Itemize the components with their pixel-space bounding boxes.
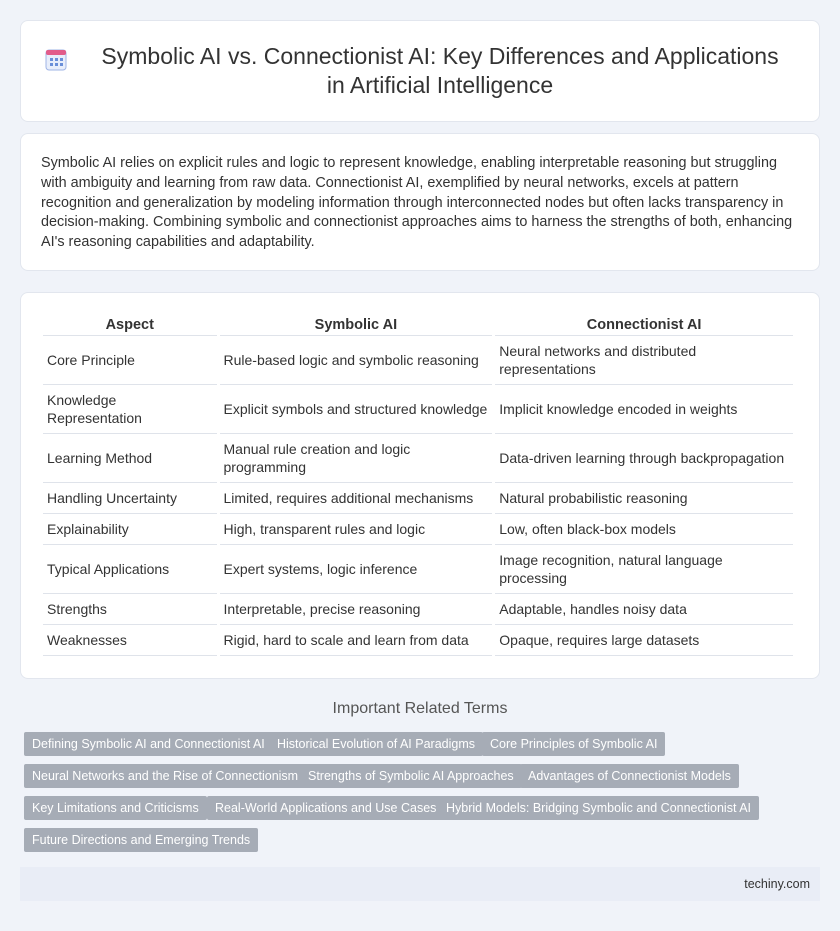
related-term-tag[interactable]: Key Limitations and Criticisms [24, 796, 207, 820]
table-cell: Weaknesses [43, 625, 217, 656]
header-aspect: Aspect [43, 311, 217, 336]
table-cell: Natural probabilistic reasoning [495, 483, 793, 514]
footer [20, 867, 820, 901]
table-cell: Learning Method [43, 434, 217, 483]
related-terms-heading: Important Related Terms [332, 700, 508, 717]
related-term-tag[interactable]: Hybrid Models: Bridging Symbolic and Connectionist AI [438, 796, 759, 820]
footer-site-link[interactable]: techiny.com [744, 877, 810, 891]
table-cell: Limited, requires additional mechanisms [220, 483, 493, 514]
table-cell: Expert systems, logic inference [220, 545, 493, 594]
table-cell: Low, often black-box models [495, 514, 793, 545]
page-title: Symbolic AI vs. Connectionist AI: Key Differences and Applications in Artificial Intelligence [101, 43, 779, 98]
table-row [43, 625, 793, 656]
intro-card [20, 133, 820, 271]
table-cell: Strengths [43, 594, 217, 625]
related-term-tag[interactable]: Defining Symbolic AI and Connectionist AI [24, 732, 273, 756]
table-cell: Manual rule creation and logic programming [220, 434, 493, 483]
table-cell: Implicit knowledge encoded in weights [495, 385, 793, 434]
intro-paragraph: Symbolic AI relies on explicit rules and logic to represent knowledge, enabling interpretable reasoning but struggling with ambiguity and learning from raw data. Connectionist AI, exemplified by neural networks, excels at pattern recognition and generalization by modeling information through interconnected nodes but often lacks transparency in decision-making. Combining symbolic and connectionist approaches aims to harness the strengths of both, enhancing AI's reasoning capabilities and adaptability. [41, 155, 793, 251]
table-row [43, 545, 793, 594]
header-symbolic-ai: Symbolic AI [220, 311, 493, 336]
table-cell: Knowledge Representation [43, 385, 217, 434]
table-cell: Explicit symbols and structured knowledge [220, 385, 493, 434]
table-cell: Core Principle [43, 336, 217, 385]
table-row [43, 434, 793, 483]
header-connectionist-ai: Connectionist AI [495, 311, 793, 336]
table-cell: Neural networks and distributed representations [495, 336, 793, 385]
related-term-tag[interactable]: Core Principles of Symbolic AI [482, 732, 665, 756]
comparison-card [20, 292, 820, 679]
table-row [43, 483, 793, 514]
table-row [43, 336, 793, 385]
table-cell: Data-driven learning through backpropagation [495, 434, 793, 483]
related-term-tag[interactable]: Advantages of Connectionist Models [520, 764, 739, 788]
related-term-tag[interactable]: Future Directions and Emerging Trends [24, 828, 258, 852]
related-term-tag[interactable]: Neural Networks and the Rise of Connectionism [24, 764, 306, 788]
title-card [20, 20, 820, 122]
table-cell: Typical Applications [43, 545, 217, 594]
comparison-table [40, 311, 796, 656]
related-term-tag[interactable]: Real-World Applications and Use Cases [207, 796, 444, 820]
table-cell: High, transparent rules and logic [220, 514, 493, 545]
table-cell: Rigid, hard to scale and learn from data [220, 625, 493, 656]
table-cell: Handling Uncertainty [43, 483, 217, 514]
table-cell: Adaptable, handles noisy data [495, 594, 793, 625]
table-header-row [43, 311, 793, 336]
table-row [43, 385, 793, 434]
table-cell: Explainability [43, 514, 217, 545]
related-term-tag[interactable]: Historical Evolution of AI Paradigms [269, 732, 483, 756]
table-cell: Image recognition, natural language processing [495, 545, 793, 594]
table-cell: Rule-based logic and symbolic reasoning [220, 336, 493, 385]
related-term-tag[interactable]: Strengths of Symbolic AI Approaches [300, 764, 522, 788]
table-row [43, 594, 793, 625]
table-cell: Interpretable, precise reasoning [220, 594, 493, 625]
table-row [43, 514, 793, 545]
table-cell: Opaque, requires large datasets [495, 625, 793, 656]
